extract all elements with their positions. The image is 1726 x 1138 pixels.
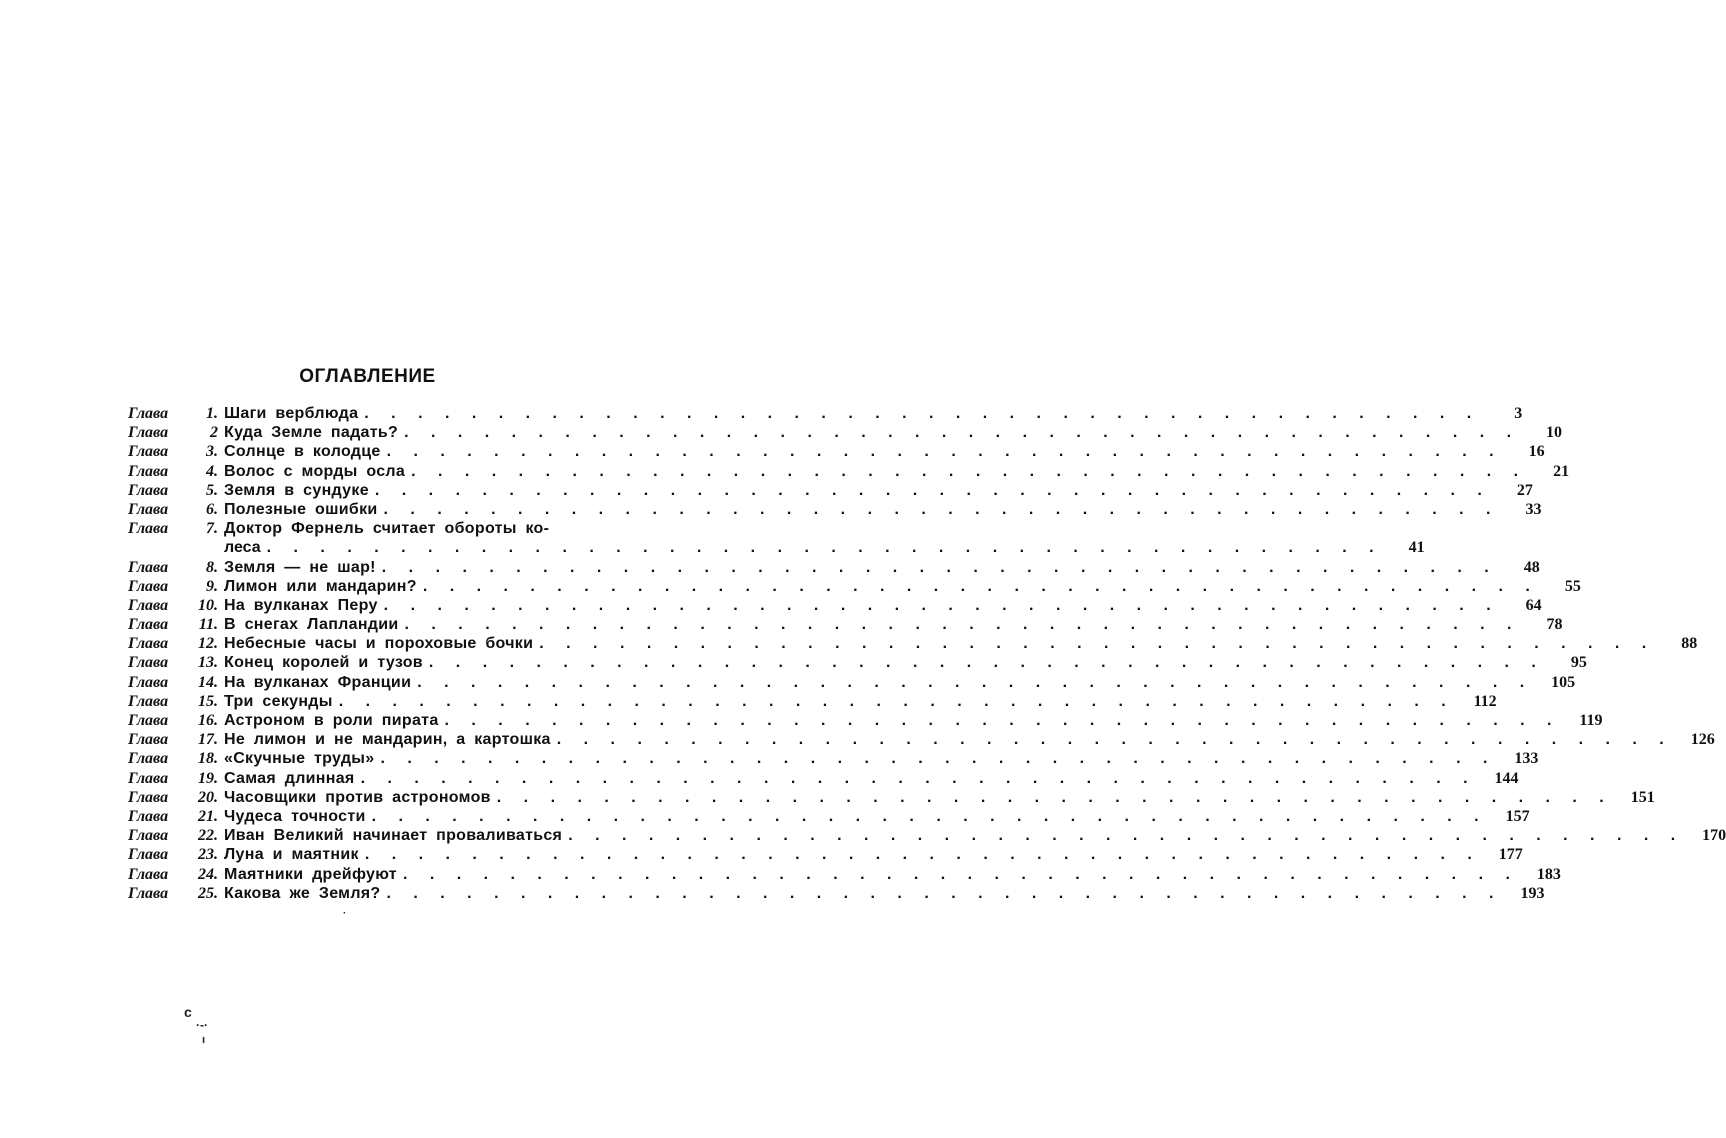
dot-leader [411, 673, 1533, 692]
page-number: 112 [1473, 692, 1497, 710]
chapter-number: 20. [198, 788, 218, 806]
table-of-contents [128, 404, 1726, 903]
chapter-number: 11. [198, 616, 218, 634]
chapter-title: Доктор Фернель считает обороты ко- [224, 520, 550, 538]
page-number: 78 [1546, 616, 1563, 634]
chapter-label: Глава [128, 520, 169, 538]
page-number: 27 [1516, 481, 1533, 499]
toc-entry [128, 519, 1425, 557]
toc-entry [128, 692, 1497, 711]
page-number: 193 [1520, 884, 1545, 902]
page-number: 119 [1579, 712, 1603, 730]
chapter-label: Глава [128, 827, 169, 845]
dot-leader [366, 807, 1488, 826]
toc-entry [128, 615, 1563, 634]
chapter-number: 8. [206, 558, 218, 576]
page-number: 10 [1546, 424, 1563, 442]
chapter-number: 18. [198, 750, 218, 768]
toc-entry [128, 462, 1570, 481]
chapter-number: 5. [206, 481, 218, 499]
dot-leader [491, 788, 1613, 807]
dot-leader [397, 865, 1519, 884]
toc-entry [128, 481, 1533, 500]
chapter-label: Глава [128, 807, 169, 825]
dot-leader [359, 845, 1481, 864]
chapter-number: 17. [198, 731, 218, 749]
dot-leader [381, 884, 1503, 903]
chapter-label: Глава [128, 788, 169, 806]
toc-entry [128, 577, 1581, 596]
toc-entry [128, 826, 1726, 845]
chapter-label: Глава [128, 481, 169, 499]
page-number: 133 [1514, 750, 1539, 768]
chapter-title: Шаги верблюда [224, 405, 359, 422]
chapter-title: Не лимон и не мандарин, а картошка [224, 731, 551, 749]
page-number: 177 [1498, 846, 1523, 864]
page-number: 170 [1702, 827, 1726, 845]
chapter-label: Глава [128, 673, 169, 691]
chapter-title: Солнце в колодце [224, 443, 381, 461]
toc-entry [128, 711, 1603, 730]
dot-leader [417, 577, 1539, 596]
page-number: 88 [1681, 635, 1698, 653]
toc-entry [128, 423, 1563, 442]
chapter-title: Чудеса точности [224, 807, 366, 825]
chapter-number: 21. [198, 807, 218, 825]
page-number: 33 [1525, 500, 1542, 518]
print-speck: · [343, 908, 347, 919]
chapter-title: Маятники дрейфуют [224, 865, 397, 883]
chapter-title: Иван Великий начинает проваливаться [224, 827, 563, 845]
toc-entry [128, 769, 1519, 788]
chapter-title: На вулканах Франции [224, 673, 412, 691]
chapter-label: Глава [128, 462, 169, 480]
chapter-title: В снегах Лапландии [224, 616, 399, 634]
print-speck: ı [202, 1034, 206, 1046]
chapter-number: 19. [198, 769, 218, 787]
dot-leader [378, 500, 1500, 519]
page-number: 16 [1528, 443, 1545, 461]
chapter-number: 7. [206, 520, 218, 538]
chapter-number: 16. [198, 712, 218, 730]
dot-leader [333, 692, 1455, 711]
dot-leader [261, 538, 1383, 557]
chapter-label: Глава [128, 635, 169, 653]
chapter-title: Астроном в роли пирата [224, 712, 439, 730]
dot-leader [355, 769, 1477, 788]
chapter-number: 24. [198, 865, 218, 883]
chapter-label: Глава [128, 500, 169, 518]
toc-entry [128, 653, 1587, 672]
chapter-label: Глава [128, 654, 169, 672]
chapter-label: Глава [128, 731, 169, 749]
chapter-title: Конец королей и тузов [224, 654, 423, 672]
page-number: 105 [1551, 673, 1576, 691]
chapter-number: 15. [198, 692, 218, 710]
toc-entry [128, 673, 1576, 692]
page-number: 3 [1514, 405, 1523, 422]
toc-entry [128, 404, 1523, 423]
chapter-number: 1. [206, 405, 218, 422]
chapter-label: Глава [128, 884, 169, 902]
chapter-title: Самая длинная [224, 769, 355, 787]
dot-leader [378, 596, 1500, 615]
page-number: 95 [1570, 654, 1587, 672]
dot-leader [533, 634, 1655, 653]
chapter-label: Глава [128, 596, 169, 614]
toc-heading: ОГЛАВЛЕНИЕ [299, 366, 436, 387]
chapter-label: Глава [128, 443, 169, 461]
chapter-number: 22. [198, 827, 218, 845]
print-speck: ϲ [184, 1004, 192, 1020]
dot-leader [405, 462, 1527, 481]
chapter-label: Глава [128, 769, 169, 787]
toc-entry [128, 500, 1542, 519]
chapter-title: Лимон или мандарин? [224, 577, 417, 595]
chapter-title: Три секунды [224, 692, 333, 710]
dot-leader [358, 404, 1480, 423]
chapter-number: 6. [206, 500, 218, 518]
chapter-label: Глава [128, 405, 169, 422]
chapter-label: Глава [128, 712, 169, 730]
dot-leader [369, 481, 1491, 500]
chapter-label: Глава [128, 846, 169, 864]
page-number: 157 [1505, 807, 1530, 825]
chapter-label: Глава [128, 577, 169, 595]
chapter-number: 13. [198, 654, 218, 672]
chapter-label: Глава [128, 616, 169, 634]
chapter-number: 25. [198, 884, 218, 902]
dot-leader [423, 653, 1545, 672]
toc-entry [128, 634, 1698, 653]
chapter-number: 23. [198, 846, 218, 864]
toc-entry [128, 845, 1523, 864]
chapter-title: Куда Земле падать? [224, 424, 399, 442]
chapter-number: 10. [198, 596, 218, 614]
dot-leader [562, 826, 1684, 845]
chapter-number: 4. [206, 462, 218, 480]
chapter-title: Часовщики против астрономов [224, 788, 491, 806]
toc-entry [128, 884, 1545, 903]
chapter-title: Полезные ошибки [224, 500, 378, 518]
dot-leader [551, 730, 1673, 749]
chapter-title: Волос с морды осла [224, 462, 406, 480]
chapter-number: 9. [206, 577, 218, 595]
chapter-title: Небесные часы и пороховые бочки [224, 635, 534, 653]
chapter-title: «Скучные труды» [224, 750, 375, 768]
chapter-number: 12. [198, 635, 218, 653]
toc-entry [128, 730, 1715, 749]
toc-entry [128, 558, 1540, 577]
toc-entry [128, 442, 1545, 461]
chapter-title: Земля в сундуке [224, 481, 369, 499]
dot-leader [381, 442, 1503, 461]
chapter-label: Глава [128, 558, 169, 576]
chapter-title-continuation: леса [224, 539, 261, 557]
toc-entry [128, 865, 1561, 884]
page-number: 64 [1525, 596, 1542, 614]
dot-leader [374, 749, 1496, 768]
page-number: 21 [1553, 462, 1570, 480]
chapter-label: Глава [128, 424, 169, 442]
page-number: 48 [1523, 558, 1540, 576]
chapter-title: Какова же Земля? [224, 884, 381, 902]
page-number: 151 [1630, 788, 1655, 806]
chapter-label: Глава [128, 865, 169, 883]
page-number: 41 [1408, 539, 1425, 557]
chapter-number: 2 [210, 424, 218, 442]
page-number: 144 [1494, 769, 1519, 787]
dot-leader [439, 711, 1561, 730]
toc-entry [128, 788, 1655, 807]
page-number: 126 [1690, 731, 1715, 749]
dot-leader [399, 615, 1521, 634]
chapter-label: Глава [128, 692, 169, 710]
toc-entry [128, 596, 1542, 615]
chapter-title: На вулканах Перу [224, 596, 378, 614]
toc-entry [128, 807, 1530, 826]
chapter-number: 3. [206, 443, 218, 461]
dot-leader [376, 558, 1498, 577]
chapter-title: Луна и маятник [224, 846, 359, 864]
chapter-title: Земля — не шар! [224, 558, 376, 576]
chapter-number: 14. [198, 673, 218, 691]
toc-entry [128, 749, 1539, 768]
page-number: 183 [1536, 865, 1561, 883]
dot-leader [398, 423, 1520, 442]
page-number: 55 [1564, 577, 1581, 595]
print-speck: ·-· [196, 1018, 208, 1032]
chapter-label: Глава [128, 750, 169, 768]
